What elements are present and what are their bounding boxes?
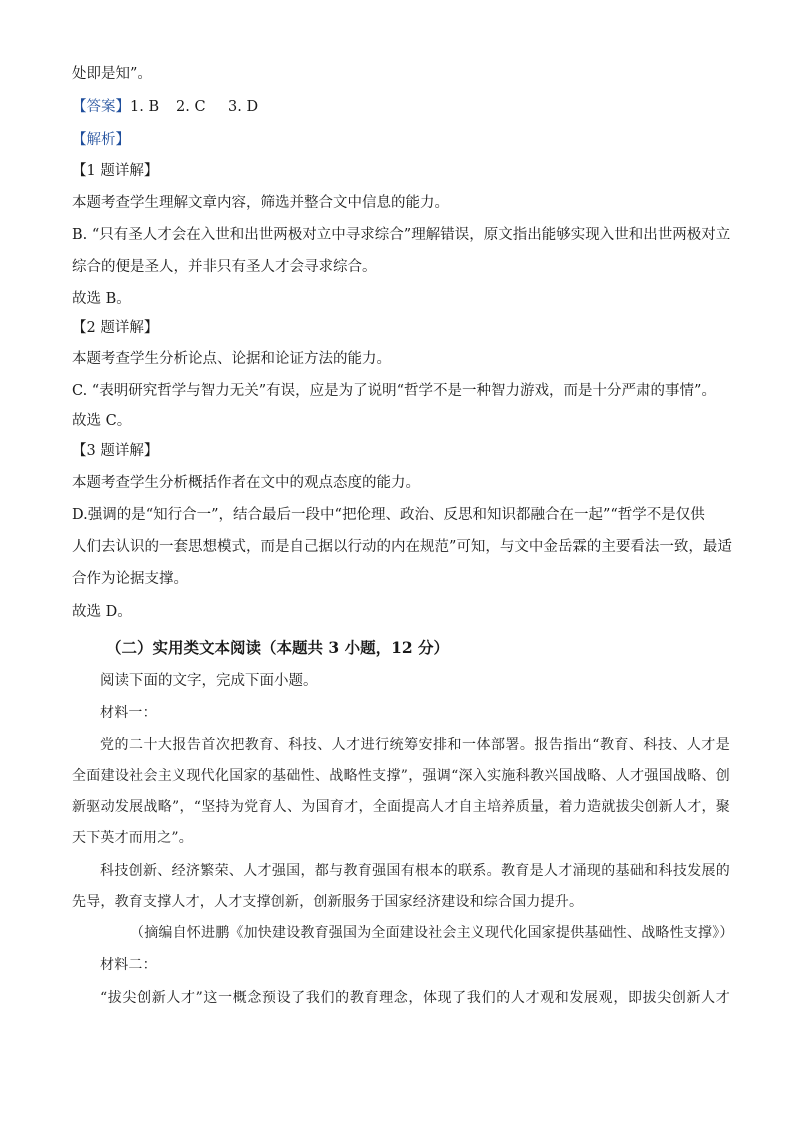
- text-line: D.强调的是“知行合一”，结合最后一段中“把伦理、政治、反思和知识都融合在一起”“哲学不是仅供: [72, 507, 705, 523]
- material-line: 党的二十大报告首次把教育、科技、人才进行统筹安排和一体部署。报告指出“教育、科技、人才是: [100, 737, 730, 753]
- material-label: 材料二：: [100, 957, 157, 973]
- pick-line: 故选 B。: [72, 291, 131, 307]
- section-heading-q2: 【2 题详解】: [72, 320, 159, 336]
- answer-1: 1. B: [130, 99, 160, 115]
- text-line: 综合的便是圣人，并非只有圣人才会寻求综合。: [72, 259, 377, 275]
- material-line: 先导，教育支撑人才，人才支撑创新，创新服务于国家经济建设和综合国力提升。: [72, 894, 584, 910]
- material-line: 全面建设社会主义现代化国家的基础性、战略性支撑”，强调“深入实施科教兴国战略、人才强国战略、创: [72, 768, 730, 784]
- section-heading-q1: 【1 题详解】: [72, 163, 159, 179]
- text-line: 本题考查学生理解文章内容，筛选并整合文中信息的能力。: [72, 195, 449, 211]
- answer-2: 2. C: [176, 99, 206, 115]
- text-line: 人们去认识的一套思想模式，而是自己据以行动的内在规范”可知，与文中金岳霖的主要看法一致，最适: [72, 539, 732, 555]
- material-label: 材料一：: [100, 705, 157, 721]
- material-line: “拔尖创新人才”这一概念预设了我们的教育理念，体现了我们的人才观和发展观，即拔尖创新人才: [100, 990, 730, 1006]
- material-line: 天下英才而用之”。: [72, 830, 193, 846]
- material-line: 新驱动发展战略”，“坚持为党育人、为国育才，全面提高人才自主培养质量，着力造就拔尖创新人才，聚: [72, 799, 730, 815]
- source-citation: （摘编自怀进鹏《加快建设教育强国为全面建设社会主义现代化国家提供基础性、战略性支撑》）: [130, 925, 734, 941]
- text-line: C. “表明研究哲学与智力无关”有误，应是为了说明“哲学不是一种智力游戏，而是十分严肃的事情”。: [72, 383, 716, 399]
- answer-tag: 【答案】: [72, 99, 130, 115]
- text-line: 处即是知”。: [72, 66, 152, 82]
- analysis-tag: 【解析】: [72, 132, 130, 148]
- text-line: B. “只有圣人才会在入世和出世两极对立中寻求综合”理解错误，原文指出能够实现入世和出世两极对立: [72, 227, 731, 243]
- pick-line: 故选 C。: [72, 413, 132, 429]
- text-line: 本题考查学生分析论点、论据和论证方法的能力。: [72, 351, 391, 367]
- text-line: 本题考查学生分析概括作者在文中的观点态度的能力。: [72, 475, 420, 491]
- pick-line: 故选 D。: [72, 604, 132, 620]
- answer-line: [72, 97, 732, 117]
- section-heading-q3: 【3 题详解】: [72, 443, 159, 459]
- material-line: 科技创新、经济繁荣、人才强国，都与教育强国有根本的联系。教育是人才涌现的基础和科技发展的: [100, 863, 730, 879]
- text-line: 合作为论据支撑。: [72, 571, 188, 587]
- section-heading: （二）实用类文本阅读（本题共 3 小题，12 分）: [106, 638, 450, 657]
- answer-3: 3. D: [228, 99, 259, 115]
- instruction: 阅读下面的文字，完成下面小题。: [100, 673, 318, 689]
